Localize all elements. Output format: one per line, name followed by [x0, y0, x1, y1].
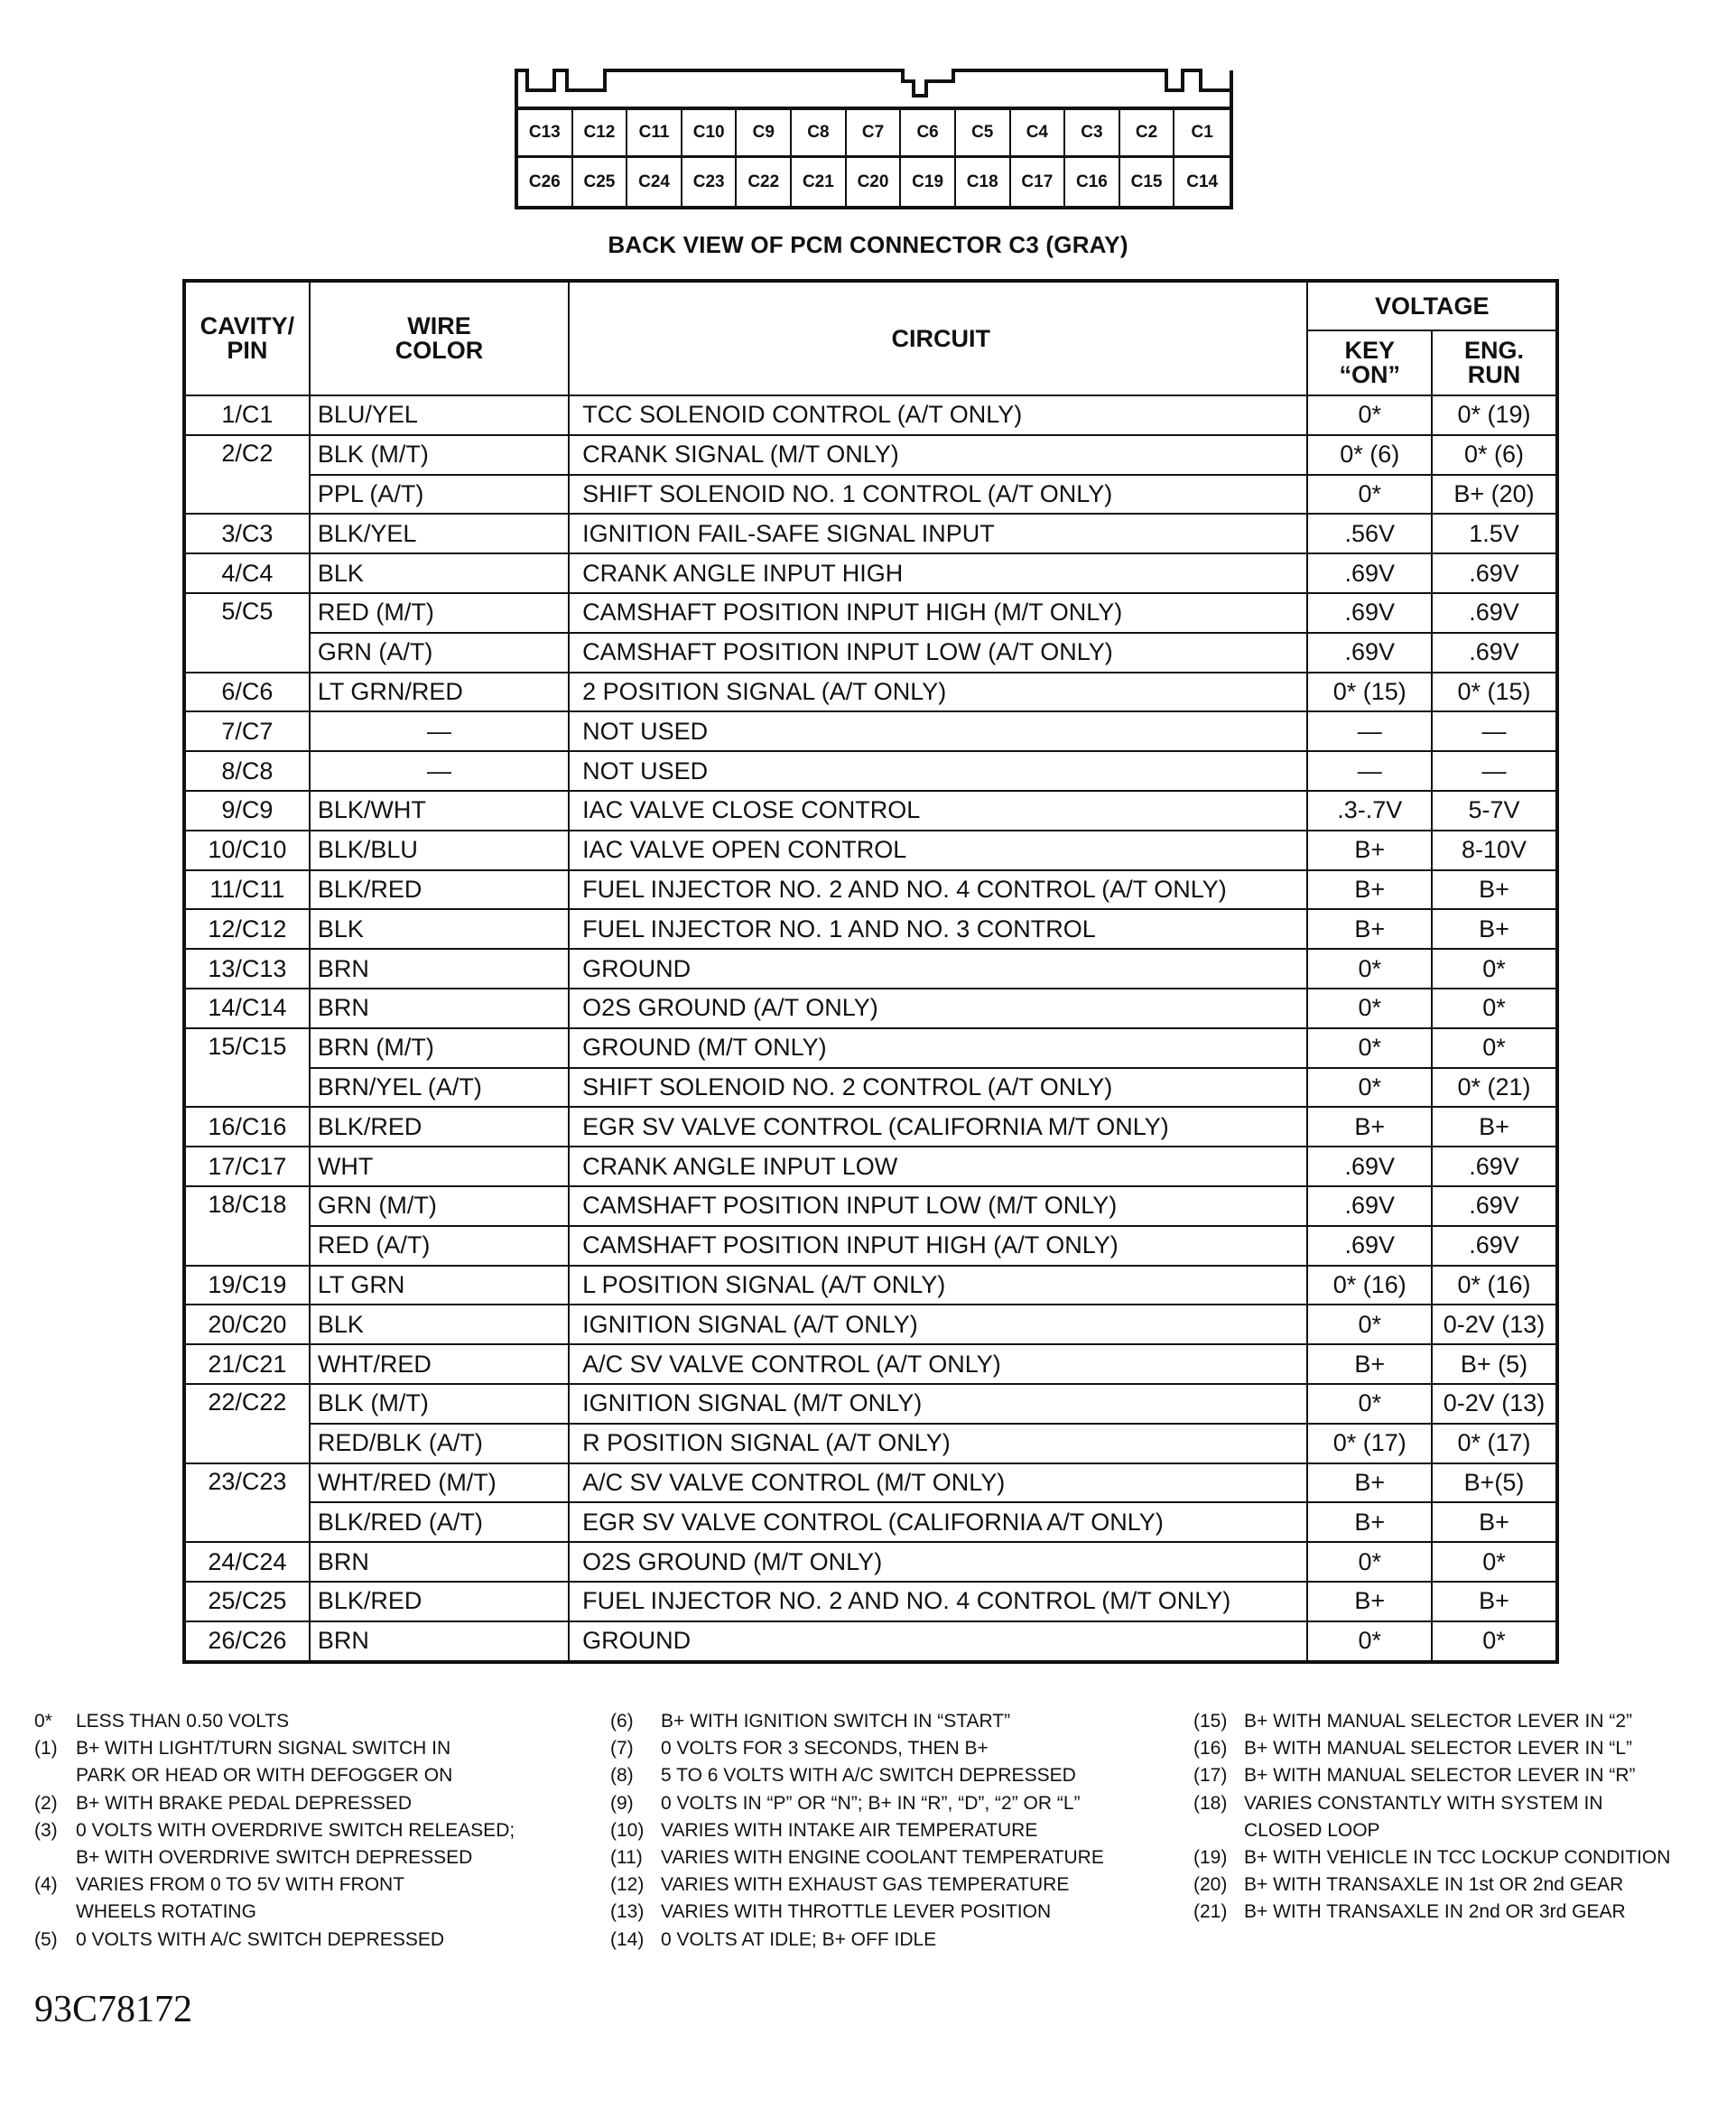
connector-cavity-cell: C4 — [1011, 110, 1066, 158]
table-row — [184, 1107, 1557, 1147]
table-row — [184, 1384, 1557, 1424]
cavity-pin-cell: 11/C11 — [184, 870, 310, 910]
footnote-text: 0 VOLTS FOR 3 SECONDS, THEN B+ — [661, 1738, 989, 1760]
key-on-voltage-cell: 0* — [1307, 989, 1432, 1028]
wire-color-cell: BLK (M/T) — [310, 1384, 569, 1424]
key-on-voltage-cell: 0* — [1307, 949, 1432, 989]
table-row — [184, 1186, 1557, 1226]
eng-run-voltage-cell: 0* (21) — [1432, 1068, 1557, 1108]
footnote — [610, 1844, 1170, 1871]
footnote — [34, 1871, 594, 1926]
header-circuit: CIRCUIT — [569, 281, 1307, 395]
footnote-text: LESS THAN 0.50 VOLTS — [76, 1711, 290, 1732]
table-row — [184, 553, 1557, 593]
connector-cavity-cell: C10 — [682, 110, 738, 158]
table-row — [184, 1068, 1557, 1108]
cavity-pin-cell: 6/C6 — [184, 673, 310, 712]
table-row — [184, 673, 1557, 712]
circuit-cell: A/C SV VALVE CONTROL (A/T ONLY) — [569, 1344, 1307, 1384]
circuit-cell: IGNITION SIGNAL (M/T ONLY) — [569, 1384, 1307, 1424]
cavity-pin-cell: 22/C22 — [184, 1384, 310, 1463]
footnote-text: VARIES WITH ENGINE COOLANT TEMPERATURE — [661, 1847, 1104, 1869]
eng-run-voltage-cell: 1.5V — [1432, 514, 1557, 553]
cavity-pin-cell: 7/C7 — [184, 711, 310, 751]
key-on-voltage-cell: .69V — [1307, 1186, 1432, 1226]
circuit-cell: NOT USED — [569, 711, 1307, 751]
table-row — [184, 870, 1557, 910]
wire-color-cell: WHT/RED — [310, 1344, 569, 1384]
eng-run-voltage-cell: B+ — [1432, 1502, 1557, 1542]
connector-cavity-cell: C6 — [901, 110, 956, 158]
table-row — [184, 711, 1557, 751]
table-row — [184, 1424, 1557, 1463]
wire-color-cell: BRN — [310, 1542, 569, 1582]
connector-cavity-cell: C16 — [1065, 158, 1120, 206]
table-row — [184, 1028, 1557, 1068]
table-row — [184, 435, 1557, 475]
cavity-pin-cell: 24/C24 — [184, 1542, 310, 1582]
eng-run-voltage-cell: B+ — [1432, 1582, 1557, 1621]
key-on-voltage-cell: 0* — [1307, 1542, 1432, 1582]
cavity-pin-cell: 3/C3 — [184, 514, 310, 553]
table-row — [184, 593, 1557, 633]
table-row — [184, 1582, 1557, 1621]
connector-cavity-cell: C11 — [627, 110, 682, 158]
table-row — [184, 514, 1557, 553]
footnote — [34, 1817, 594, 1871]
wire-color-cell: BLK — [310, 909, 569, 949]
connector-cavity-cell: C2 — [1120, 110, 1175, 158]
footnote — [610, 1899, 1170, 1926]
circuit-cell: NOT USED — [569, 751, 1307, 791]
footnote-text: B+ WITH BRAKE PEDAL DEPRESSED — [76, 1792, 413, 1814]
table-row — [184, 831, 1557, 870]
connector-cavity-cell: C15 — [1120, 158, 1175, 206]
wire-color-cell: BRN — [310, 949, 569, 989]
connector-cavity-cell: C3 — [1065, 110, 1120, 158]
circuit-cell: SHIFT SOLENOID NO. 2 CONTROL (A/T ONLY) — [569, 1068, 1307, 1108]
footnote-number: (10) — [610, 1819, 645, 1841]
table-row — [184, 989, 1557, 1028]
connector-cavity-cell: C19 — [901, 158, 956, 206]
wire-color-cell: BRN (M/T) — [310, 1028, 569, 1068]
connector-cavity-cell: C9 — [737, 110, 792, 158]
key-on-voltage-cell: 0* — [1307, 1621, 1432, 1662]
wire-color-cell: RED (A/T) — [310, 1226, 569, 1266]
key-on-voltage-cell: 0* — [1307, 1305, 1432, 1344]
eng-run-voltage-cell: 0* (19) — [1432, 395, 1557, 435]
cavity-pin-cell: 18/C18 — [184, 1186, 310, 1266]
connector-cavity-cell: C18 — [956, 158, 1011, 206]
footnotes-left — [34, 1708, 594, 1954]
wire-color-cell: BLK — [310, 1305, 569, 1344]
table-row — [184, 1226, 1557, 1266]
eng-run-voltage-cell: 0* (17) — [1432, 1424, 1557, 1463]
eng-run-voltage-cell: B+ — [1432, 870, 1557, 910]
connector-cavity-cell: C26 — [518, 158, 573, 206]
key-on-voltage-cell: 0* — [1307, 475, 1432, 515]
table-row — [184, 1305, 1557, 1344]
cavity-pin-cell: 26/C26 — [184, 1621, 310, 1662]
footnote-number: (12) — [610, 1874, 645, 1896]
circuit-cell: CAMSHAFT POSITION INPUT LOW (M/T ONLY) — [569, 1186, 1307, 1226]
connector-cavity-cell: C5 — [956, 110, 1011, 158]
cavity-pin-cell: 8/C8 — [184, 751, 310, 791]
eng-run-voltage-cell: 5-7V — [1432, 791, 1557, 831]
wire-color-cell: — — [310, 711, 569, 751]
footnote — [34, 1790, 594, 1817]
footnote-text: VARIES WITH EXHAUST GAS TEMPERATURE — [661, 1874, 1070, 1896]
key-on-voltage-cell: .3-.7V — [1307, 791, 1432, 831]
eng-run-voltage-cell: B+ — [1432, 1107, 1557, 1147]
circuit-cell: CAMSHAFT POSITION INPUT HIGH (A/T ONLY) — [569, 1226, 1307, 1266]
circuit-cell: FUEL INJECTOR NO. 2 AND NO. 4 CONTROL (M/T ONLY) — [569, 1582, 1307, 1621]
wire-color-cell: BRN/YEL (A/T) — [310, 1068, 569, 1108]
cavity-pin-cell: 2/C2 — [184, 435, 310, 515]
eng-run-voltage-cell: B+ (20) — [1432, 475, 1557, 515]
footnote-number: (14) — [610, 1928, 645, 1950]
connector-cavity-grid — [515, 107, 1233, 209]
wire-color-cell: BLK (M/T) — [310, 435, 569, 475]
footnote — [1193, 1735, 1735, 1762]
footnote — [34, 1735, 594, 1789]
key-on-voltage-cell: B+ — [1307, 1463, 1432, 1503]
connector-cavity-cell: C21 — [792, 158, 847, 206]
circuit-cell: CAMSHAFT POSITION INPUT HIGH (M/T ONLY) — [569, 593, 1307, 633]
eng-run-voltage-cell: B+(5) — [1432, 1463, 1557, 1503]
key-on-voltage-cell: .69V — [1307, 553, 1432, 593]
table-row — [184, 1147, 1557, 1186]
key-on-voltage-cell: B+ — [1307, 831, 1432, 870]
key-on-voltage-cell: B+ — [1307, 1502, 1432, 1542]
footnote-number: (18) — [1193, 1792, 1228, 1814]
footnote — [610, 1762, 1170, 1789]
cavity-pin-cell: 5/C5 — [184, 593, 310, 673]
cavity-pin-cell: 12/C12 — [184, 909, 310, 949]
footnote-text: VARIES FROM 0 TO 5V WITH FRONT WHEELS ROTATING — [76, 1874, 405, 1923]
wire-color-cell: GRN (A/T) — [310, 633, 569, 673]
wire-color-cell: PPL (A/T) — [310, 475, 569, 515]
connector-cavity-cell: C1 — [1174, 110, 1230, 158]
eng-run-voltage-cell: 0* — [1432, 1621, 1557, 1662]
wire-color-cell: WHT — [310, 1147, 569, 1186]
footnote — [610, 1735, 1170, 1762]
key-on-voltage-cell: 0* (6) — [1307, 435, 1432, 475]
footnote — [1193, 1790, 1735, 1844]
footnote-text: 0 VOLTS AT IDLE; B+ OFF IDLE — [661, 1928, 937, 1950]
table-row — [184, 1621, 1557, 1662]
connector-cavity-cell: C7 — [847, 110, 902, 158]
footnote-number: (6) — [610, 1711, 634, 1732]
footnote — [610, 1817, 1170, 1844]
eng-run-voltage-cell: .69V — [1432, 633, 1557, 673]
circuit-cell: IAC VALVE OPEN CONTROL — [569, 831, 1307, 870]
cavity-pin-cell: 15/C15 — [184, 1028, 310, 1108]
connector-cavity-cell: C24 — [627, 158, 682, 206]
footnote — [610, 1927, 1170, 1954]
pin-voltage-table — [182, 279, 1559, 1664]
footnote-number: (4) — [34, 1874, 58, 1896]
table-row — [184, 1502, 1557, 1542]
footnote — [610, 1790, 1170, 1817]
footnote-number: (3) — [34, 1819, 58, 1841]
key-on-voltage-cell: 0* — [1307, 1028, 1432, 1068]
cavity-pin-cell: 10/C10 — [184, 831, 310, 870]
footnote-number: (19) — [1193, 1847, 1228, 1869]
eng-run-voltage-cell: .69V — [1432, 553, 1557, 593]
eng-run-voltage-cell: .69V — [1432, 1186, 1557, 1226]
footnote-text: B+ WITH MANUAL SELECTOR LEVER IN “2” — [1244, 1711, 1633, 1732]
wire-color-cell: BLK/RED (A/T) — [310, 1502, 569, 1542]
key-on-voltage-cell: B+ — [1307, 909, 1432, 949]
cavity-pin-cell: 21/C21 — [184, 1344, 310, 1384]
footnote-number: (7) — [610, 1738, 634, 1760]
eng-run-voltage-cell: B+ — [1432, 909, 1557, 949]
connector-cavity-cell: C20 — [847, 158, 902, 206]
footnote-number: (2) — [34, 1792, 58, 1814]
key-on-voltage-cell: .69V — [1307, 1147, 1432, 1186]
circuit-cell: IGNITION SIGNAL (A/T ONLY) — [569, 1305, 1307, 1344]
cavity-pin-cell: 17/C17 — [184, 1147, 310, 1186]
circuit-cell: CRANK ANGLE INPUT HIGH — [569, 553, 1307, 593]
circuit-cell: A/C SV VALVE CONTROL (M/T ONLY) — [569, 1463, 1307, 1503]
footnote-number: (9) — [610, 1792, 634, 1814]
pcm-connector-diagram — [515, 63, 1233, 209]
header-wire-color: WIRE COLOR — [310, 281, 569, 395]
wire-color-cell: BLK — [310, 553, 569, 593]
cavity-pin-cell: 4/C4 — [184, 553, 310, 593]
footnote-number: (20) — [1193, 1874, 1228, 1896]
cavity-pin-cell: 9/C9 — [184, 791, 310, 831]
footnote-text: 5 TO 6 VOLTS WITH A/C SWITCH DEPRESSED — [661, 1765, 1076, 1787]
circuit-cell: O2S GROUND (M/T ONLY) — [569, 1542, 1307, 1582]
circuit-cell: GROUND — [569, 949, 1307, 989]
table-row — [184, 395, 1557, 435]
connector-cavity-cell: C12 — [573, 110, 628, 158]
connector-latch-outline — [515, 63, 1233, 110]
table-row — [184, 1542, 1557, 1582]
footnote-text: 0 VOLTS WITH A/C SWITCH DEPRESSED — [76, 1928, 445, 1950]
footnote-text: VARIES WITH INTAKE AIR TEMPERATURE — [661, 1819, 1038, 1841]
footnote — [1193, 1871, 1735, 1899]
connector-cavity-cell: C13 — [518, 110, 573, 158]
circuit-cell: GROUND — [569, 1621, 1307, 1662]
wire-color-cell: BLK/RED — [310, 870, 569, 910]
table-row — [184, 1463, 1557, 1503]
key-on-voltage-cell: .69V — [1307, 1226, 1432, 1266]
circuit-cell: IGNITION FAIL-SAFE SIGNAL INPUT — [569, 514, 1307, 553]
footnote — [1193, 1762, 1735, 1789]
wire-color-cell: LT GRN — [310, 1266, 569, 1305]
footnote — [1193, 1899, 1735, 1926]
footnote — [1193, 1844, 1735, 1871]
wire-color-cell: BLK/RED — [310, 1582, 569, 1621]
table-row — [184, 949, 1557, 989]
wire-color-cell: RED/BLK (A/T) — [310, 1424, 569, 1463]
key-on-voltage-cell: .69V — [1307, 593, 1432, 633]
cavity-pin-cell: 14/C14 — [184, 989, 310, 1028]
wire-color-cell: BLK/RED — [310, 1107, 569, 1147]
wire-color-cell: BRN — [310, 989, 569, 1028]
footnote-number: (16) — [1193, 1738, 1228, 1760]
connector-cavity-cell: C17 — [1011, 158, 1066, 206]
connector-cavity-cell: C25 — [573, 158, 628, 206]
footnote — [34, 1927, 594, 1954]
key-on-voltage-cell: — — [1307, 711, 1432, 751]
eng-run-voltage-cell: .69V — [1432, 1226, 1557, 1266]
footnote-number: (15) — [1193, 1711, 1228, 1732]
table-row — [184, 791, 1557, 831]
footnote-text: B+ WITH TRANSAXLE IN 1st OR 2nd GEAR — [1244, 1874, 1624, 1896]
footnote-number: (21) — [1193, 1901, 1228, 1923]
wire-color-cell: WHT/RED (M/T) — [310, 1463, 569, 1503]
wire-color-cell: BLK/WHT — [310, 791, 569, 831]
key-on-voltage-cell: 0* — [1307, 395, 1432, 435]
cavity-pin-cell: 25/C25 — [184, 1582, 310, 1621]
key-on-voltage-cell: .56V — [1307, 514, 1432, 553]
cavity-pin-cell: 13/C13 — [184, 949, 310, 989]
table-row — [184, 751, 1557, 791]
cavity-pin-cell: 1/C1 — [184, 395, 310, 435]
cavity-pin-cell: 16/C16 — [184, 1107, 310, 1147]
eng-run-voltage-cell: 0-2V (13) — [1432, 1305, 1557, 1344]
header-eng-run: ENG. RUN — [1432, 330, 1557, 395]
circuit-cell: SHIFT SOLENOID NO. 1 CONTROL (A/T ONLY) — [569, 475, 1307, 515]
circuit-cell: CAMSHAFT POSITION INPUT LOW (A/T ONLY) — [569, 633, 1307, 673]
header-voltage: VOLTAGE — [1307, 281, 1557, 330]
key-on-voltage-cell: .69V — [1307, 633, 1432, 673]
circuit-cell: CRANK SIGNAL (M/T ONLY) — [569, 435, 1307, 475]
table-row — [184, 1266, 1557, 1305]
circuit-cell: L POSITION SIGNAL (A/T ONLY) — [569, 1266, 1307, 1305]
eng-run-voltage-cell: 0* — [1432, 1028, 1557, 1068]
footnote-number: (8) — [610, 1765, 634, 1787]
connector-cavity-cell: C14 — [1186, 172, 1219, 191]
figure-id: 93C78172 — [34, 1989, 193, 2030]
eng-run-voltage-cell: .69V — [1432, 593, 1557, 633]
connector-cavity-cell: C22 — [737, 158, 792, 206]
footnote-text: 0 VOLTS IN “P” OR “N”; B+ IN “R”, “D”, “2” OR “L” — [661, 1792, 1081, 1814]
eng-run-voltage-cell: 0* (16) — [1432, 1266, 1557, 1305]
eng-run-voltage-cell: B+ (5) — [1432, 1344, 1557, 1384]
eng-run-voltage-cell: .69V — [1432, 1147, 1557, 1186]
key-on-voltage-cell: 0* (16) — [1307, 1266, 1432, 1305]
footnote-number: (13) — [610, 1901, 645, 1923]
footnote — [1193, 1708, 1735, 1735]
key-on-voltage-cell: B+ — [1307, 1107, 1432, 1147]
footnote — [610, 1708, 1170, 1735]
wire-color-cell: LT GRN/RED — [310, 673, 569, 712]
circuit-cell: CRANK ANGLE INPUT LOW — [569, 1147, 1307, 1186]
connector-cavity-cell: C8 — [792, 110, 847, 158]
footnote-number: (11) — [610, 1847, 643, 1869]
eng-run-voltage-cell: 8-10V — [1432, 831, 1557, 870]
eng-run-voltage-cell: 0* — [1432, 989, 1557, 1028]
footnote-text: VARIES WITH THROTTLE LEVER POSITION — [661, 1901, 1052, 1923]
footnote — [610, 1871, 1170, 1899]
footnote-text: VARIES CONSTANTLY WITH SYSTEM IN CLOSED LOOP — [1244, 1792, 1603, 1841]
wire-color-cell: RED (M/T) — [310, 593, 569, 633]
circuit-cell: R POSITION SIGNAL (A/T ONLY) — [569, 1424, 1307, 1463]
circuit-cell: EGR SV VALVE CONTROL (CALIFORNIA M/T ONLY) — [569, 1107, 1307, 1147]
key-on-voltage-cell: B+ — [1307, 1344, 1432, 1384]
cavity-pin-cell: 20/C20 — [184, 1305, 310, 1344]
key-on-voltage-cell: B+ — [1307, 1582, 1432, 1621]
eng-run-voltage-cell: 0* — [1432, 1542, 1557, 1582]
key-on-voltage-cell: B+ — [1307, 870, 1432, 910]
footnotes-right — [1193, 1708, 1735, 1927]
circuit-cell: GROUND (M/T ONLY) — [569, 1028, 1307, 1068]
footnotes-middle — [610, 1708, 1170, 1954]
circuit-cell: FUEL INJECTOR NO. 1 AND NO. 3 CONTROL — [569, 909, 1307, 949]
eng-run-voltage-cell: — — [1432, 711, 1557, 751]
wire-color-cell: BRN — [310, 1621, 569, 1662]
footnote — [34, 1708, 594, 1735]
eng-run-voltage-cell: 0-2V (13) — [1432, 1384, 1557, 1424]
header-cavity-pin: CAVITY/ PIN — [184, 281, 310, 395]
wire-color-cell: BLU/YEL — [310, 395, 569, 435]
circuit-cell: EGR SV VALVE CONTROL (CALIFORNIA A/T ONLY) — [569, 1502, 1307, 1542]
table-row — [184, 475, 1557, 515]
eng-run-voltage-cell: 0* — [1432, 949, 1557, 989]
wire-color-cell: BLK/BLU — [310, 831, 569, 870]
footnote-text: B+ WITH LIGHT/TURN SIGNAL SWITCH IN PARK OR HEAD OR WITH DEFOGGER ON — [76, 1738, 453, 1787]
footnote-text: B+ WITH MANUAL SELECTOR LEVER IN “L” — [1244, 1738, 1633, 1760]
cavity-pin-cell: 23/C23 — [184, 1463, 310, 1543]
circuit-cell: TCC SOLENOID CONTROL (A/T ONLY) — [569, 395, 1307, 435]
wire-color-cell: — — [310, 751, 569, 791]
circuit-cell: FUEL INJECTOR NO. 2 AND NO. 4 CONTROL (A/T ONLY) — [569, 870, 1307, 910]
circuit-cell: O2S GROUND (A/T ONLY) — [569, 989, 1307, 1028]
footnote-text: B+ WITH VEHICLE IN TCC LOCKUP CONDITION — [1244, 1847, 1671, 1869]
connector-cavity-cell: C23 — [682, 158, 738, 206]
header-key-on: KEY “ON” — [1307, 330, 1432, 395]
wire-color-cell: BLK/YEL — [310, 514, 569, 553]
table-row — [184, 909, 1557, 949]
eng-run-voltage-cell: 0* (15) — [1432, 673, 1557, 712]
circuit-cell: 2 POSITION SIGNAL (A/T ONLY) — [569, 673, 1307, 712]
eng-run-voltage-cell: — — [1432, 751, 1557, 791]
table-row — [184, 633, 1557, 673]
key-on-voltage-cell: 0* (17) — [1307, 1424, 1432, 1463]
footnote-number: (1) — [34, 1738, 58, 1760]
eng-run-voltage-cell: 0* (6) — [1432, 435, 1557, 475]
connector-caption: BACK VIEW OF PCM CONNECTOR C3 (GRAY) — [608, 231, 1128, 258]
footnote-text: B+ WITH IGNITION SWITCH IN “START” — [661, 1711, 1011, 1732]
table-row — [184, 1344, 1557, 1384]
key-on-voltage-cell: 0* — [1307, 1384, 1432, 1424]
footnote-number: (5) — [34, 1928, 58, 1950]
cavity-pin-cell: 19/C19 — [184, 1266, 310, 1305]
footnote-text: 0 VOLTS WITH OVERDRIVE SWITCH RELEASED; B+ WITH OVERDRIVE SWITCH DEPRESSED — [76, 1819, 515, 1869]
pin-table-body — [184, 395, 1557, 1662]
circuit-cell: IAC VALVE CLOSE CONTROL — [569, 791, 1307, 831]
footnote-text: B+ WITH TRANSAXLE IN 2nd OR 3rd GEAR — [1244, 1901, 1626, 1923]
footnote-number: (17) — [1193, 1765, 1228, 1787]
key-on-voltage-cell: 0* (15) — [1307, 673, 1432, 712]
footnote-number: 0* — [34, 1711, 52, 1732]
key-on-voltage-cell: — — [1307, 751, 1432, 791]
wire-color-cell: GRN (M/T) — [310, 1186, 569, 1226]
key-on-voltage-cell: 0* — [1307, 1068, 1432, 1108]
footnote-text: B+ WITH MANUAL SELECTOR LEVER IN “R” — [1244, 1765, 1636, 1787]
